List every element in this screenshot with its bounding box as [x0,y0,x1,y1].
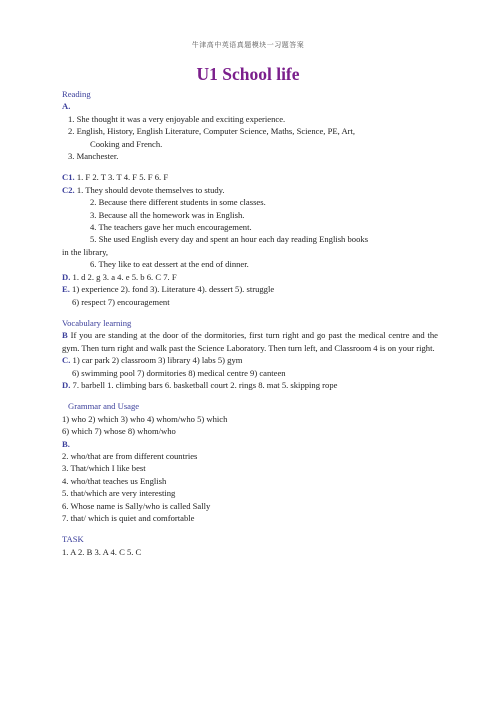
reading-e-answers: 1) experience 2). fond 3). Literature 4). dessert 5). struggle [72,284,275,295]
vocab-d-answers: 7. barbell 1. climbing bars 6. basketball court 2. rings 8. mat 5. skipping rope [72,379,338,390]
reading-a-label: A. [62,101,71,112]
reading-e-label: E. [62,284,70,295]
reading-c2-item: 6. They like to eat dessert at the end of dinner. [90,259,249,270]
reading-a-item: 3. Manchester. [68,151,119,162]
vocab-c [62,354,438,366]
vocab-b-text: If you are standing at the door of the dormitories, first turn right and go past the medical centre and the gym. Then turn right and walk past the Science Laboratory. Then turn left, and Classroom 4 is on your right. [62,330,438,353]
reading-a-item: Cooking and French. [90,138,163,149]
reading-d-label: D. [62,271,71,282]
task-answers: 1. A 2. B 3. A 4. C 5. C [62,546,142,557]
page-title: U1 School life [196,64,300,84]
reading-a-item: 2. English, History, English Literature, Computer Science, Maths, Science, PE, Art, [68,126,356,137]
reading-c1-answers: 1. F 2. T 3. T 4. F 5. F 6. F [76,172,169,183]
reading-a-item: 1. She thought it was a very enjoyable and exciting experience. [68,113,286,124]
reading-c2-item: 4. The teachers gave her much encouragement. [90,222,252,233]
reading-e-answers-2: 6) respect 7) encouragement [72,296,170,307]
vocab-heading: Vocabulary learning [62,317,132,328]
grammar-b-item: 2. who/that are from different countries [62,450,198,461]
grammar-b-item: 3. That/which I like best [62,463,146,474]
reading-e [62,283,438,295]
vocab-c-answers: 1) car park 2) classroom 3) library 4) labs 5) gym [72,355,243,366]
grammar-b-item: 6. Whose name is Sally/who is called Sally [62,500,211,511]
vocab-c-label: C. [62,355,71,366]
grammar-heading: Grammar and Usage [68,401,140,412]
reading-d [62,271,438,283]
vocab-d [62,379,438,391]
vocab-c-answers-2: 6) swimming pool 7) dormitories 8) medical centre 9) canteen [72,367,286,378]
reading-heading: Reading [62,89,91,99]
grammar-a-line: 6) which 7) whose 8) whom/who [62,426,176,437]
reading-c2 [62,184,438,196]
grammar-a-line: 1) who 2) which 3) who 4) whom/who 5) which [62,413,228,424]
grammar-b-item: 5. that/which are very interesting [62,488,176,499]
task-heading: TASK [62,534,84,545]
running-header: 牛津高中英语真题模块一习题答案 [191,41,305,49]
reading-c2-item: 3. Because all the homework was in English. [90,209,245,220]
reading-c1-label: C1. [62,172,75,183]
grammar-b-item: 7. that/ which is quiet and comfortable [62,513,195,523]
vocab-b-label: B [62,330,68,341]
reading-c1 [62,171,438,183]
reading-c2-item: 5. She used English every day and spent an hour each day reading English books [90,234,369,245]
reading-c2-label: C2. [62,184,75,195]
grammar-b-item: 4. who/that teaches us English [62,475,167,486]
reading-c2-continuation: in the library, [62,246,108,257]
grammar-b-label: B. [62,438,70,449]
reading-d-answers: 1. d 2. g 3. a 4. e 5. b 6. C 7. F [72,271,177,282]
vocab-d-label: D. [62,379,71,390]
reading-c2-item: 1. They should devote themselves to study. [76,184,225,195]
reading-c2-item: 2. Because there different students in some classes. [90,197,266,208]
answer-content [62,88,438,558]
vocab-b [62,329,438,354]
